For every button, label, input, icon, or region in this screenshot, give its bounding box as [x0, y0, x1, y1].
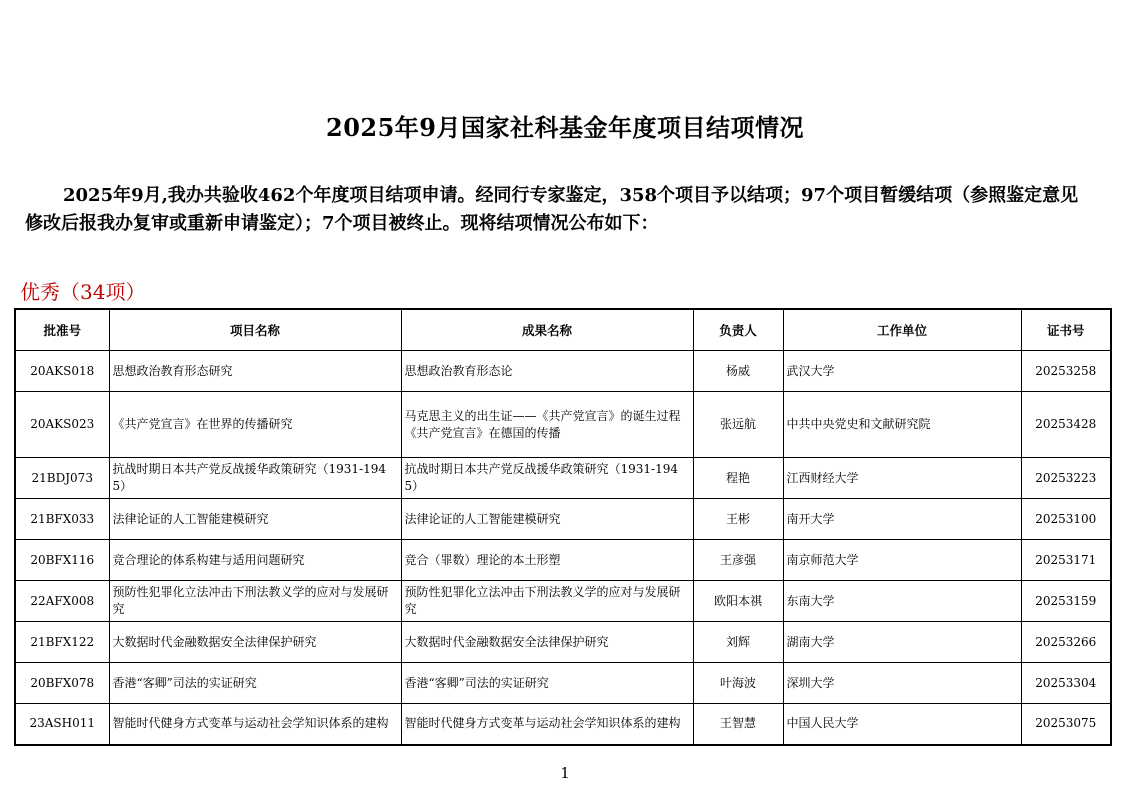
cell-result-name: 大数据时代金融数据安全法律保护研究: [401, 622, 693, 663]
cell-result-name: 思想政治教育形态论: [401, 351, 693, 392]
table-row: [15, 663, 1111, 704]
cell-leader: 程艳: [693, 458, 783, 499]
cell-work-unit: 南京师范大学: [783, 540, 1021, 581]
cell-work-unit: 南开大学: [783, 499, 1021, 540]
cell-leader: 欧阳本祺: [693, 581, 783, 622]
cell-leader: 王彬: [693, 499, 783, 540]
table-row: [15, 458, 1111, 499]
cell-approval-number: 21BFX122: [15, 622, 109, 663]
cell-result-name: 法律论证的人工智能建模研究: [401, 499, 693, 540]
table-row: [15, 392, 1111, 458]
cell-result-name: 马克思主义的出生证——《共产党宣言》的诞生过程 《共产党宣言》在德国的传播: [401, 392, 693, 458]
cell-result-name: 抗战时期日本共产党反战援华政策研究（1931-1945）: [401, 458, 693, 499]
cell-certificate-number: 20253223: [1021, 458, 1111, 499]
header-project-name: 项目名称: [109, 309, 401, 351]
table-row: [15, 540, 1111, 581]
cell-result-name: 智能时代健身方式变革与运动社会学知识体系的建构: [401, 704, 693, 745]
cell-leader: 王智慧: [693, 704, 783, 745]
cell-leader: 叶海波: [693, 663, 783, 704]
cell-approval-number: 21BFX033: [15, 499, 109, 540]
header-approval-number: 批准号: [15, 309, 109, 351]
table-row: [15, 351, 1111, 392]
table-row: [15, 499, 1111, 540]
cell-work-unit: 湖南大学: [783, 622, 1021, 663]
cell-certificate-number: 20253428: [1021, 392, 1111, 458]
cell-certificate-number: 20253258: [1021, 351, 1111, 392]
results-table: [14, 308, 1112, 746]
intro-paragraph: [25, 182, 1090, 238]
cell-work-unit: 武汉大学: [783, 351, 1021, 392]
section-label: 优秀（34项）: [20, 280, 146, 304]
table-row: [15, 622, 1111, 663]
header-certificate-number: 证书号: [1021, 309, 1111, 351]
document-title: 2025年9月国家社科基金年度项目结项情况: [326, 113, 804, 142]
cell-approval-number: 20BFX116: [15, 540, 109, 581]
cell-leader: 王彦强: [693, 540, 783, 581]
cell-certificate-number: 20253171: [1021, 540, 1111, 581]
cell-certificate-number: 20253304: [1021, 663, 1111, 704]
cell-project-name: 预防性犯罪化立法冲击下刑法教义学的应对与发展研究: [109, 581, 401, 622]
cell-leader: 杨威: [693, 351, 783, 392]
cell-result-name: 竞合（罪数）理论的本土形塑: [401, 540, 693, 581]
cell-work-unit: 中共中央党史和文献研究院: [783, 392, 1021, 458]
cell-project-name: 智能时代健身方式变革与运动社会学知识体系的建构: [109, 704, 401, 745]
cell-work-unit: 东南大学: [783, 581, 1021, 622]
cell-leader: 刘辉: [693, 622, 783, 663]
cell-leader: 张远航: [693, 392, 783, 458]
cell-approval-number: 20BFX078: [15, 663, 109, 704]
cell-approval-number: 23ASH011: [15, 704, 109, 745]
header-work-unit: 工作单位: [783, 309, 1021, 351]
cell-certificate-number: 20253100: [1021, 499, 1111, 540]
cell-approval-number: 22AFX008: [15, 581, 109, 622]
cell-certificate-number: 20253075: [1021, 704, 1111, 745]
cell-work-unit: 深圳大学: [783, 663, 1021, 704]
page-number: 1: [560, 764, 570, 782]
cell-result-name: 香港“客卿”司法的实证研究: [401, 663, 693, 704]
cell-project-name: 《共产党宣言》在世界的传播研究: [109, 392, 401, 458]
cell-certificate-number: 20253159: [1021, 581, 1111, 622]
cell-work-unit: 中国人民大学: [783, 704, 1021, 745]
table-row: [15, 581, 1111, 622]
header-leader: 负责人: [693, 309, 783, 351]
cell-project-name: 抗战时期日本共产党反战援华政策研究（1931-1945）: [109, 458, 401, 499]
cell-project-name: 竞合理论的体系构建与适用问题研究: [109, 540, 401, 581]
header-result-name: 成果名称: [401, 309, 693, 351]
cell-result-name: 预防性犯罪化立法冲击下刑法教义学的应对与发展研究: [401, 581, 693, 622]
cell-approval-number: 20AKS023: [15, 392, 109, 458]
cell-work-unit: 江西财经大学: [783, 458, 1021, 499]
intro-text: 2025年9月,我办共验收462个年度项目结项申请。经同行专家鉴定，358个项目予以结项；97个项目暂缓结项（参照鉴定意见修改后报我办复审或重新申请鉴定）；7个项目被终止。现将结项情况公布如下：: [25, 185, 1079, 234]
cell-project-name: 大数据时代金融数据安全法律保护研究: [109, 622, 401, 663]
cell-approval-number: 20AKS018: [15, 351, 109, 392]
cell-project-name: 思想政治教育形态研究: [109, 351, 401, 392]
cell-project-name: 香港“客卿”司法的实证研究: [109, 663, 401, 704]
cell-approval-number: 21BDJ073: [15, 458, 109, 499]
table-row: [15, 704, 1111, 745]
cell-certificate-number: 20253266: [1021, 622, 1111, 663]
table-header-row: [15, 309, 1111, 351]
cell-project-name: 法律论证的人工智能建模研究: [109, 499, 401, 540]
table-body: [15, 351, 1111, 745]
